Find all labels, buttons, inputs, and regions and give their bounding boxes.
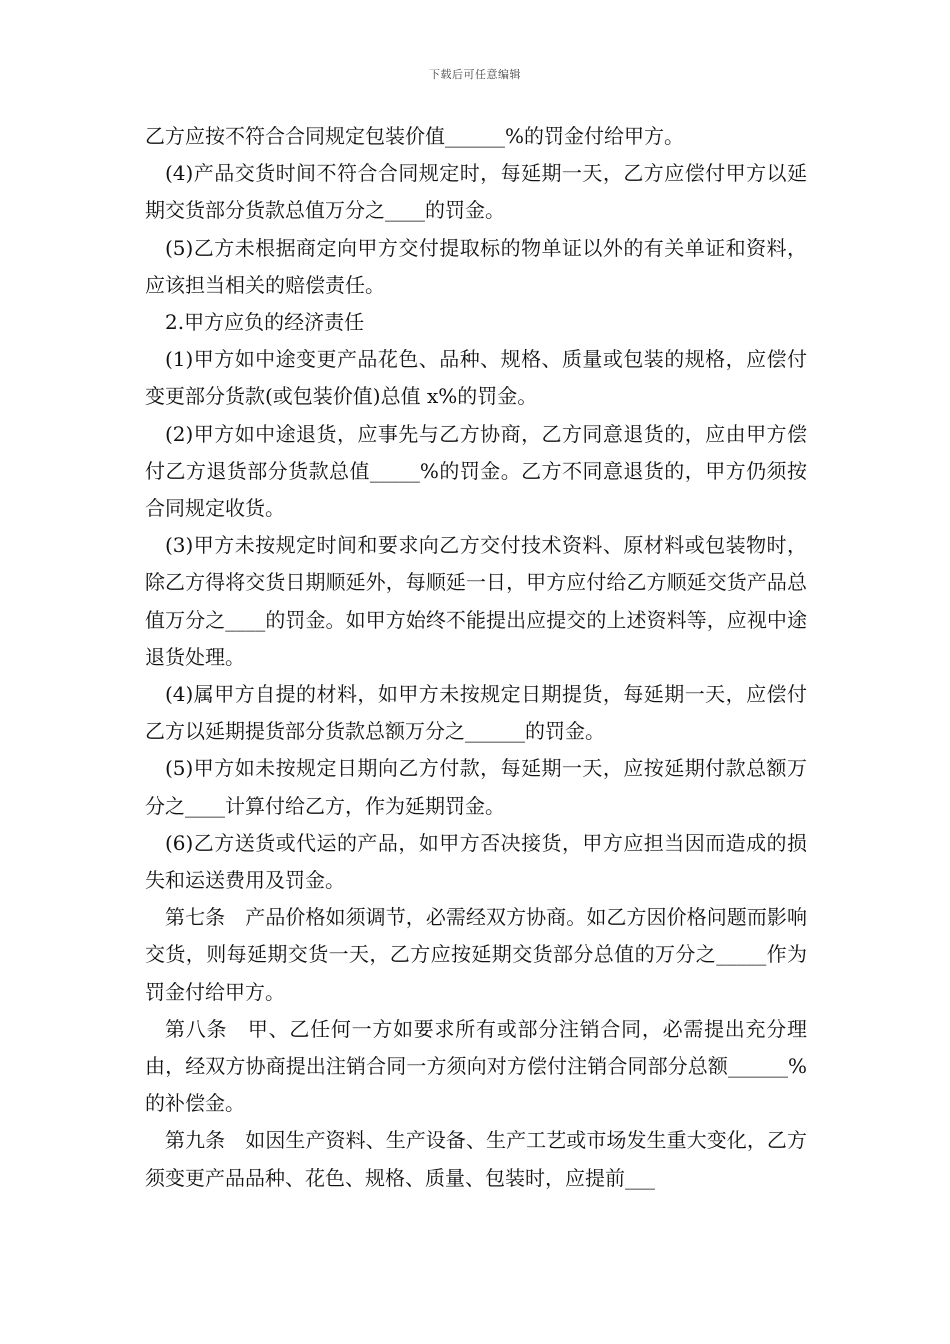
- paragraph: (3)甲方未按规定时间和要求向乙方交付技术资料、原材料或包装物时，除乙方得将交货日期顺延外，每顺延一日，甲方应付给乙方顺延交货产品总值万分之____的罚金。如甲方始终不能提出应提交的上述资料等，应视中途退货处理。: [145, 533, 807, 669]
- paragraph: (4)产品交货时间不符合合同规定时，每延期一天，乙方应偿付甲方以延期交货部分货款总值万分之____的罚金。: [145, 161, 807, 223]
- paragraph: (6)乙方送货或代运的产品，如甲方否决接货，甲方应担当因而造成的损失和运送费用及罚金。: [145, 830, 807, 893]
- paragraph: (1)甲方如中途变更产品花色、品种、规格、质量或包装的规格，应偿付变更部分货款(或包装价值)总值 x%的罚金。: [145, 347, 807, 409]
- article-paragraph: 第七条 产品价格如须调节，必需经双方协商。如乙方因价格问题而影响交货，则每延期交货一天，乙方应按延期交货部分总值的万分之_____作为罚金付给甲方。: [145, 905, 807, 1004]
- paragraph: (4)属甲方自提的材料，如甲方未按规定日期提货，每延期一天，应偿付乙方以延期提货部分货款总额万分之______的罚金。: [145, 682, 807, 744]
- paragraph: 乙方应按不符合合同规定包装价值______%的罚金付给甲方。: [145, 124, 685, 148]
- article-paragraph: 第八条 甲、乙任何一方如要求所有或部分注销合同，必需提出充分理由，经双方协商提出注销合同一方须向对方偿付注销合同部分总额______%的补偿金。: [145, 1016, 807, 1116]
- paragraph: (5)甲方如未按规定日期向乙方付款，每延期一天，应按延期付款总额万分之____计算付给乙方，作为延期罚金。: [145, 756, 807, 818]
- paragraph: (2)甲方如中途退货，应事先与乙方协商，乙方同意退货的，应由甲方偿付乙方退货部分货款总值_____%的罚金。乙方不同意退货的，甲方仍须按合同规定收货。: [145, 421, 807, 521]
- paragraph: (5)乙方未根据商定向甲方交付提取标的物单证以外的有关单证和资料，应该担当相关的赔偿责任。: [145, 235, 807, 297]
- document-body: [145, 118, 807, 1197]
- article-paragraph: 第九条 如因生产资料、生产设备、生产工艺或市场发生重大变化，乙方须变更产品品种、花色、规格、质量、包装时，应提前___: [145, 1128, 807, 1190]
- section-heading: 2.甲方应负的经济责任: [165, 310, 365, 335]
- page-header: 下载后可任意编辑: [429, 68, 521, 81]
